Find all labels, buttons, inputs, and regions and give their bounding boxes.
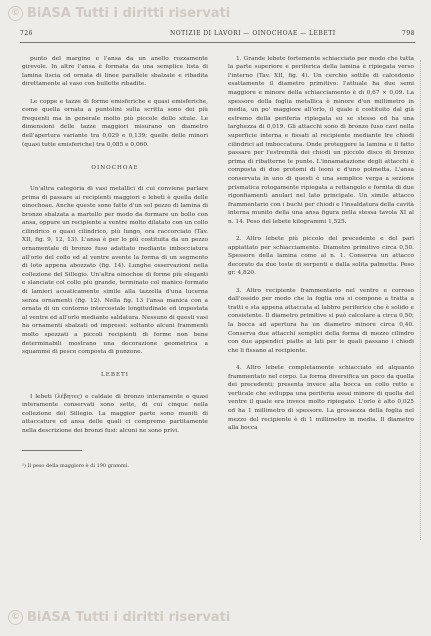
- left-paragraph-1: punto del margine e l'ansa da un anello rozzamente girevole. In altre l'ansa è formata da una semplice lista di lamina liscia od ornata di linee parallele sbalzate e ribadita direttamente al vaso con bullette ribadite.: [22, 55, 208, 88]
- watermark-top: [8, 6, 431, 21]
- watermark-text: BiASA Tutti i diritti riservati: [27, 6, 231, 21]
- right-column: [228, 46, 414, 441]
- left-paragraph-2: Le coppe e tazze di forme emisferiche e quasi emisferiche, come quella ornata a puntolini sulla scritta sono dei più frequenti ma in generale molto più piccole dello situle. Le dimensioni delle tazze maggiori misurano un diametro dell'apertura variante tra 0,029 e 0,139; quelle delle minori (quasi tutte emisferiche) tra 0,085 e 0,060.: [22, 98, 208, 148]
- header-rule: [20, 42, 415, 43]
- left-column: [22, 46, 208, 478]
- page-number-right: 798: [402, 30, 415, 37]
- right-paragraph-3: 3. Altro recipiente frammentario nel ventre e corroso dall'ossido per modo che la foglia ora si compone a tratta a tratti e sta appena attaccata al labbro periferico che è solido e consistente. Il diametro primitivo si può calcolare a circa 0,50; la bocca ad apertura ha un diametro minore circa 0,40. Conserva due attacchi semplici della forma di mezzo cilindro con due appendici piatte ai lati per le quali passano i chiodi che li fissano al recipiente.: [228, 287, 414, 354]
- copyright-icon: ©: [8, 6, 23, 21]
- left-paragraph-4: I lebeti (λέβητες) e caldaie di bronzo interamente o quasi interamente conservati sono sette, di cui cinque nella collezione del Sillegio. La maggior parte sono muniti di attaccature ed ansa delle quali ci compremo partitamente nella descrizione dei bronzi fusi: alcuni ne sono privi.: [22, 393, 208, 434]
- footnote-rule: [22, 450, 82, 451]
- watermark-bottom: [8, 610, 431, 625]
- running-title: NOTIZIE DI LAVORI — OINOCHOAE — LEBETI: [170, 30, 336, 37]
- right-paragraph-1: 1. Grande lebete fortemente schiacciato per modo che tutta la parte superiore e periferica della lamina è ripiegata verso l'interno (Tav. XII, fig. 4). Un cerchio sottile di calcedonio esattamente il diametro primitivo: l'attuale ha due semi maggiore e minore della schiacciamento è di 0,67 × 0,09. La spessore della foglia metallica è minore d'un millimetro in media, un po' maggiore all'orlo, il quale è costituito dal già estremo della periferia ripiegata su se stesso ed ha una larghezza di 0,019. Gli attacchi sono di bronzo fuso cavi nella superficie interna e fissati al recipiente mediante tre chiodi cilindrici ad imboccatura. Onde proteggere la lamina e il fatto passare per l'estremità dei chiodi un piccolo disco di bronzo prima di ribatterne le punte. L'innamatazione degli attacchi è composta di due protomi di leoni e d'uno polmetta. L'ansa conservata in uno di questi è una semplice verga a sezione prismatica rotogamente ripiegata a rettangolo e fornita di due rigonfiamenti anulari nel lato principale. Un simile attacco frammentario con i buchi per chiodi e l'insaldatura della cavità interna munito della una ansa figura nella stessa tavola XI al n. 14. Peso del lebete kilogrammi 1,525.: [228, 55, 414, 225]
- left-paragraph-3: Un'altra categoria di vasi metallici di cui conviene parlare prima di passare ai recipienti maggiori e lebeti è quella delle oinochoae. Anche queste sono fatte d'un sol pezzo di lamina di bronzo sbalzata a martello per modo da formare un bollo con ansa, oppure un recipiente a ventre molto dilatato con un collo cilindrico o quasi cilindrico, più lungo, ora raccorciato (Tav. XII, fig. 9, 12, 13). L'ansa è per lo più costituita da un pezzo ornamentale di bronzo fuso adattato mediante imbocciatura all'orlo del collo ed al ventre avente la forma di un segmento di loto appena abozzato (fig. 14). Lunghe osservazioni nella collezione del Sillegio. Un'altra oinochoe di forme più eleganti e slanciate col collo più grande, terminato col manico formato di lamieri acuaticamente simile alla tazzella d'una lucerna senza ornamenti (fig. 12). Nella fig. 13 l'ansa manica con a ornata di un contorno intercostale longitudinale ed impostata al ventre ed all'orlo mediante saldatura. Nessuno di questi vasi ha ornamenti sbalzati od impressi: soltanto alcuni frammenti molto spezzati a piccoli recipienti di forme non bene determinabili mostrano una decorazione geometrica a squamme di pesce composta di punzone.: [22, 185, 208, 356]
- right-paragraph-4: 4. Altro lebete completamente schiacciato ed alquanto frammentato nel corpo. La forma diversifica un poco da quella dei precedenti; presenta invece alla bocca un collo retto e verticale che sviluppa una periferia assai minore di quella del ventre il quale era invece molto ripiegato. L'orlo è alto 0,025 ed ha 1 millimetro di spessore. La grossezza della foglia nel mezzo del recipiente è di 1 millimetro in media. Il diametro alla bocca: [228, 364, 414, 432]
- copyright-icon: ©: [8, 610, 23, 625]
- watermark-text: BiASA Tutti i diritti riservati: [27, 610, 231, 625]
- right-paragraph-2: 2. Altro lebete più piccolo del precedente e del pari appiattato per schiacciamento. Diametro primitivo circa 0,50. Spessore della lamina come al n. 1. Conserva un attacco decorato da due teste di serpenti e dalla solita palmetta. Peso gr. 4,820.: [228, 236, 414, 277]
- page-header: [20, 30, 415, 42]
- page-number-left: 726: [20, 30, 33, 37]
- footnote: ¹) Il peso della maggiore è di 190 grammi.: [22, 462, 129, 469]
- section-heading-lebeti: LEBETI: [101, 372, 129, 379]
- page-edge-shadow: [420, 60, 429, 540]
- section-heading-oinochoae: OINOCHOAE: [91, 164, 139, 171]
